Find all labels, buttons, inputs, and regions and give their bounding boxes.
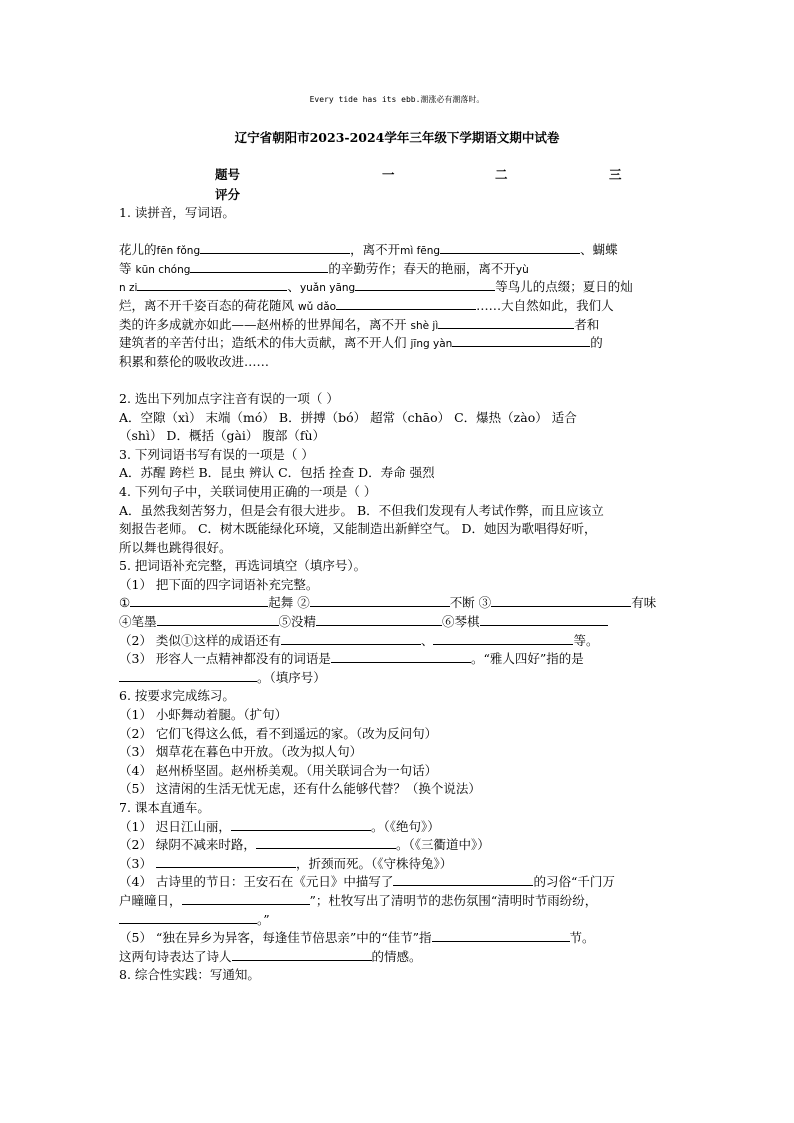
q1-line-2: 等 kūn chóng 的辛勤劳作；春天的艳丽，离不开yù <box>119 260 529 276</box>
score-table <box>215 165 655 205</box>
q7-item-1: （1） 迟日江山丽， 。（《绝句》） <box>119 818 440 834</box>
q6-item-2: （2） 它们飞得这么低，看不到遥远的家。（改为反问句） <box>119 725 438 741</box>
q7-item-2: （2） 绿阴不减来时路， 。（《三衢道中》） <box>119 837 490 853</box>
q6-item-4: （4） 赵州桥坚固。赵州桥美观。（用关联词合为一句话） <box>119 762 438 778</box>
q7-item-4a: （4） 古诗里的节日：王安石在《元日》中描写了 的习俗“千门万 <box>119 874 615 890</box>
q7-item-5b: 这两句诗表达了诗人 的情感。 <box>119 948 422 964</box>
q1-line-4: 烂，离不开千姿百态的荷花随风 wǔ dǎo ……大自然如此，我们人 <box>119 297 614 313</box>
exam-body <box>119 204 675 985</box>
q5-sub2: （2） 类似①这样的成语还有 、 等。 <box>119 632 599 648</box>
q2-heading: 2. 选出下列加点字注音有误的一项（ ） <box>119 390 339 406</box>
q3-heading: 3. 下列词语书写有误的一项是（ ） <box>119 446 314 462</box>
q2-options-1: A．空隙（xì） 末端（mó） B．拼搏（bó） 超常（chāo） C．爆热（zào） 适合 <box>119 409 577 425</box>
q7-heading: 7. 课本直通车。 <box>119 800 210 815</box>
q1-line-3: n zi 、yuǎn yāng 等鸟儿的点缀；夏日的灿 <box>119 279 633 295</box>
q1-line-7: 积累和蔡伦的吸收改进…… <box>119 353 270 369</box>
q5-items-row1: ① 起舞 ② 不断 ③ 有味 <box>119 595 657 611</box>
q2-options-2: （shì） D．概括（gài） 腹部（fù） <box>119 428 326 444</box>
q3-options: A．苏醒 跨栏 B．昆虫 辨认 C．包括 拴查 D．寿命 强烈 <box>119 465 435 481</box>
motto-header: Every tide has its ebb.潮涨必有潮落时。 <box>309 95 485 104</box>
q1-line-5: 类的许多成就亦如此——赵州桥的世界闻名，离不开 shè jì 者和 <box>119 316 600 332</box>
score-row-label: 评分 <box>215 187 241 202</box>
q4-options-2: 刻报告老师。 C．树木既能绿化环境，又能制造出新鲜空气。 D．她因为歌唱得好听， <box>119 521 597 537</box>
q7-item-4c: 。” <box>119 911 675 930</box>
score-header-label: 题号 <box>215 167 241 182</box>
q7-item-4b: 户曈曈日， ”；杜牧写出了清明节的悲伤氛围“清明时节雨纷纷， <box>119 892 598 908</box>
q6-item-1: （1） 小虾舞动着腿。（扩句） <box>119 707 288 723</box>
score-table-header <box>215 165 655 185</box>
q5-sub3: （3） 形容人一点精神都没有的词语是 。“雅人四好”指的是 <box>119 651 584 667</box>
q6-item-3: （3） 烟草花在暮色中开放。（改为拟人句） <box>119 744 363 760</box>
q1-line-1: 花儿的fēn fǒng ，离不开mì fēng 、蝴蝶 <box>119 242 618 258</box>
q4-options-3: 所以舞也跳得很好。 <box>119 539 232 555</box>
q8-heading: 8. 综合性实践：写通知。 <box>119 967 260 983</box>
q7-item-3: （3） ，折颈而死。（《守株待兔》） <box>119 855 453 871</box>
score-header-1: 一 <box>382 167 395 182</box>
q4-heading: 4. 下列句子中，关联词使用正确的一项是（ ） <box>119 483 377 499</box>
q1-line-6: 建筑者的辛苦付出；造纸术的伟大贡献，离不开人们 jīng yàn 的 <box>119 335 603 351</box>
score-table-row <box>215 185 655 205</box>
q5-sub3b: 。（填序号） <box>119 669 675 688</box>
q7-item-5a: （5） “独在异乡为异客，每逢佳节倍思亲”中的“佳节”指 节。 <box>119 930 595 946</box>
q6-item-5: （5） 这清闲的生活无忧无虑，还有什么能够代替？（换个说法） <box>119 781 481 797</box>
q5-heading: 5. 把词语补充完整，再选词填空（填序号）。 <box>119 558 367 574</box>
page-title: 辽宁省朝阳市2023-2024学年三年级下学期语文期中试卷 <box>234 130 560 145</box>
q1-heading: 1. 读拼音，写词语。 <box>119 205 235 220</box>
q4-options-1: A．虽然我刻苦努力，但是会有很大进步。 B．不但我们发现有人考试作弊，而且应该立 <box>119 502 604 518</box>
q6-heading: 6. 按要求完成练习。 <box>119 688 235 704</box>
q5-items-row2: ④笔墨 ⑤没精 ⑥琴棋 <box>119 613 675 632</box>
score-header-3: 三 <box>609 167 622 182</box>
score-header-2: 二 <box>495 167 508 182</box>
q5-sub1: （1） 把下面的四字词语补充完整。 <box>119 576 319 592</box>
